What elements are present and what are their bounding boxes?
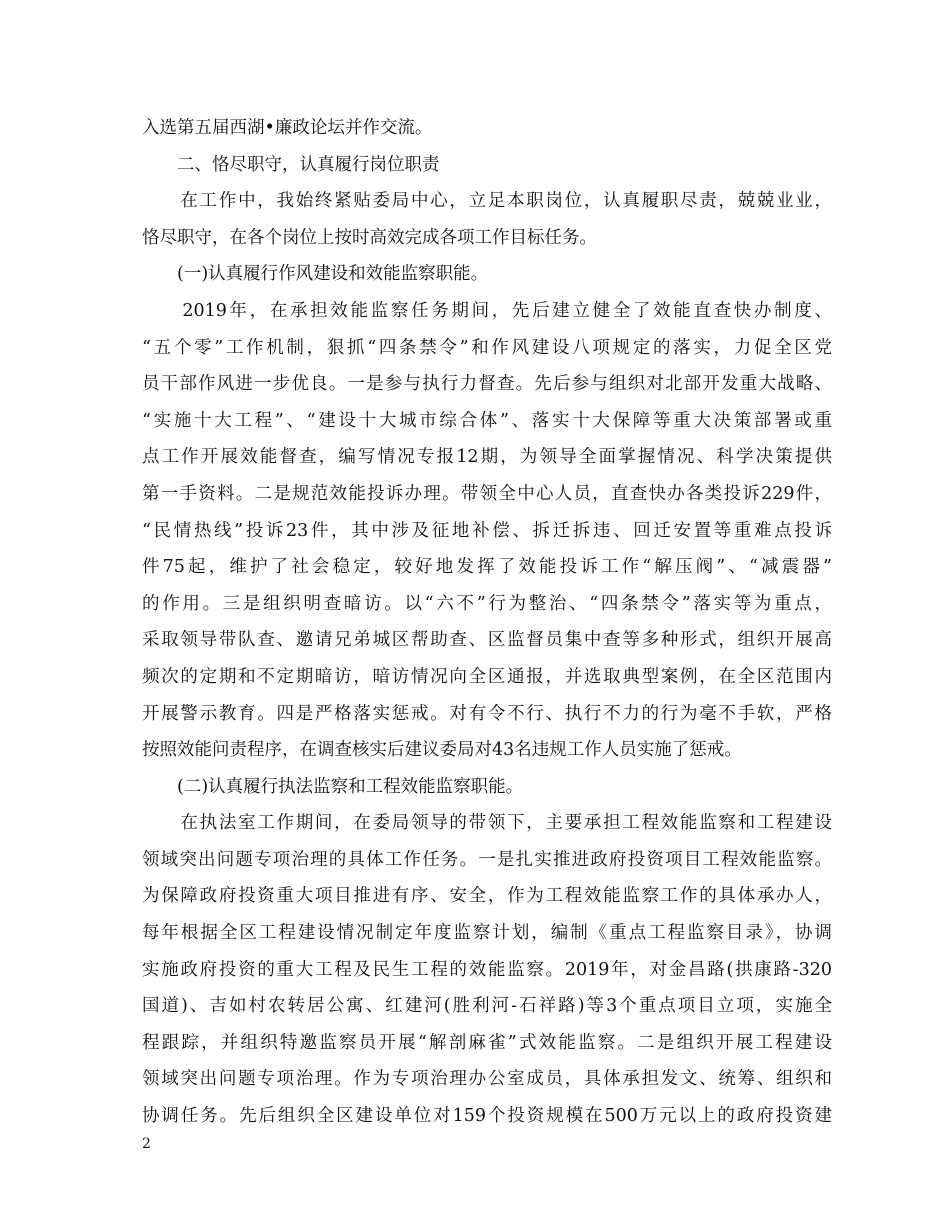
text-line: 实施政府投资的重大工程及民生工程的效能监察。2019年，对金昌路(拱康路-320 bbox=[142, 959, 832, 980]
text-line: 的作用。三是组织明查暗访。以“六不”行为整治、“四条禁令”落实等为重点， bbox=[142, 593, 832, 614]
text-line: 在执法室工作期间，在委局领导的带领下，主要承担工程效能监察和工程建设 bbox=[142, 813, 832, 834]
text-line: 入选第五届西湖•廉政论坛并作交流。 bbox=[142, 118, 433, 138]
text-line: “民情热线”投诉23件，其中涉及征地补偿、拆迁拆违、回迁安置等重难点投诉 bbox=[142, 520, 832, 541]
text-line: 员干部作风进一步优良。一是参与执行力督查。先后参与组织对北部开发重大战略、 bbox=[142, 374, 832, 395]
text-line: 为保障政府投资重大项目推进有序、安全，作为工程效能监察工作的具体承办人， bbox=[142, 886, 832, 907]
text-line: 第一手资料。二是规范效能投诉办理。带领全中心人员，直查快办各类投诉229件， bbox=[142, 483, 832, 504]
subsection-heading: (二)认真履行执法监察和工程效能监察职能。 bbox=[142, 776, 524, 797]
text-line: 恪尽职守，在各个岗位上按时高效完成各项工作目标任务。 bbox=[142, 227, 597, 248]
section-heading: 二、恪尽职守，认真履行岗位职责 bbox=[142, 154, 440, 175]
text-line: 采取领导带队查、邀请兄弟城区帮助查、区监督员集中查等多种形式，组织开展高 bbox=[142, 630, 832, 651]
text-line: 2019年，在承担效能监察任务期间，先后建立健全了效能直查快办制度、 bbox=[142, 300, 832, 321]
text-line: 领域突出问题专项治理的具体工作任务。一是扎实推进政府投资项目工程效能监察。 bbox=[142, 849, 832, 870]
text-line: 件75起，维护了社会稳定，较好地发挥了效能投诉工作“解压阀”、“减震器” bbox=[142, 557, 832, 578]
text-line: 频次的定期和不定期暗访，暗访情况向全区通报，并选取典型案例，在全区范围内 bbox=[142, 666, 832, 687]
text-line: “五个零”工作机制，狠抓“四条禁令”和作风建设八项规定的落实，力促全区党 bbox=[142, 337, 832, 358]
text-line: 开展警示教育。四是严格落实惩戒。对有令不行、执行不力的行为毫不手软，严格 bbox=[142, 703, 832, 724]
text-line: 领域突出问题专项治理。作为专项治理办公室成员，具体承担发文、统筹、组织和 bbox=[142, 1069, 832, 1090]
subsection-heading: (一)认真履行作风建设和效能监察职能。 bbox=[142, 264, 489, 285]
text-line: “实施十大工程”、“建设十大城市综合体”、落实十大保障等重大决策部署或重 bbox=[142, 410, 832, 431]
text-line: 每年根据全区工程建设情况制定年度监察计划，编制《重点工程监察目录》，协调 bbox=[142, 923, 832, 944]
text-line: 协调任务。先后组织全区建设单位对159个投资规模在500万元以上的政府投资建 bbox=[142, 1106, 832, 1127]
body-text bbox=[142, 110, 832, 1135]
text-line: 按照效能问责程序，在调查核实后建议委局对43名违规工作人员实施了惩戒。 bbox=[142, 740, 742, 761]
text-line: 点工作开展效能督查，编写情况专报12期，为领导全面掌握情况、科学决策提供 bbox=[142, 447, 832, 468]
page-number: 2 bbox=[142, 1136, 151, 1152]
text-line: 在工作中，我始终紧贴委局中心，立足本职岗位，认真履职尽责，兢兢业业， bbox=[142, 191, 832, 212]
text-line: 程跟踪，并组织特邀监察员开展“解剖麻雀”式效能监察。二是组织开展工程建设 bbox=[142, 1032, 832, 1053]
text-line: 国道)、吉如村农转居公寓、红建河(胜利河-石祥路)等3个重点项目立项，实施全 bbox=[142, 996, 832, 1017]
